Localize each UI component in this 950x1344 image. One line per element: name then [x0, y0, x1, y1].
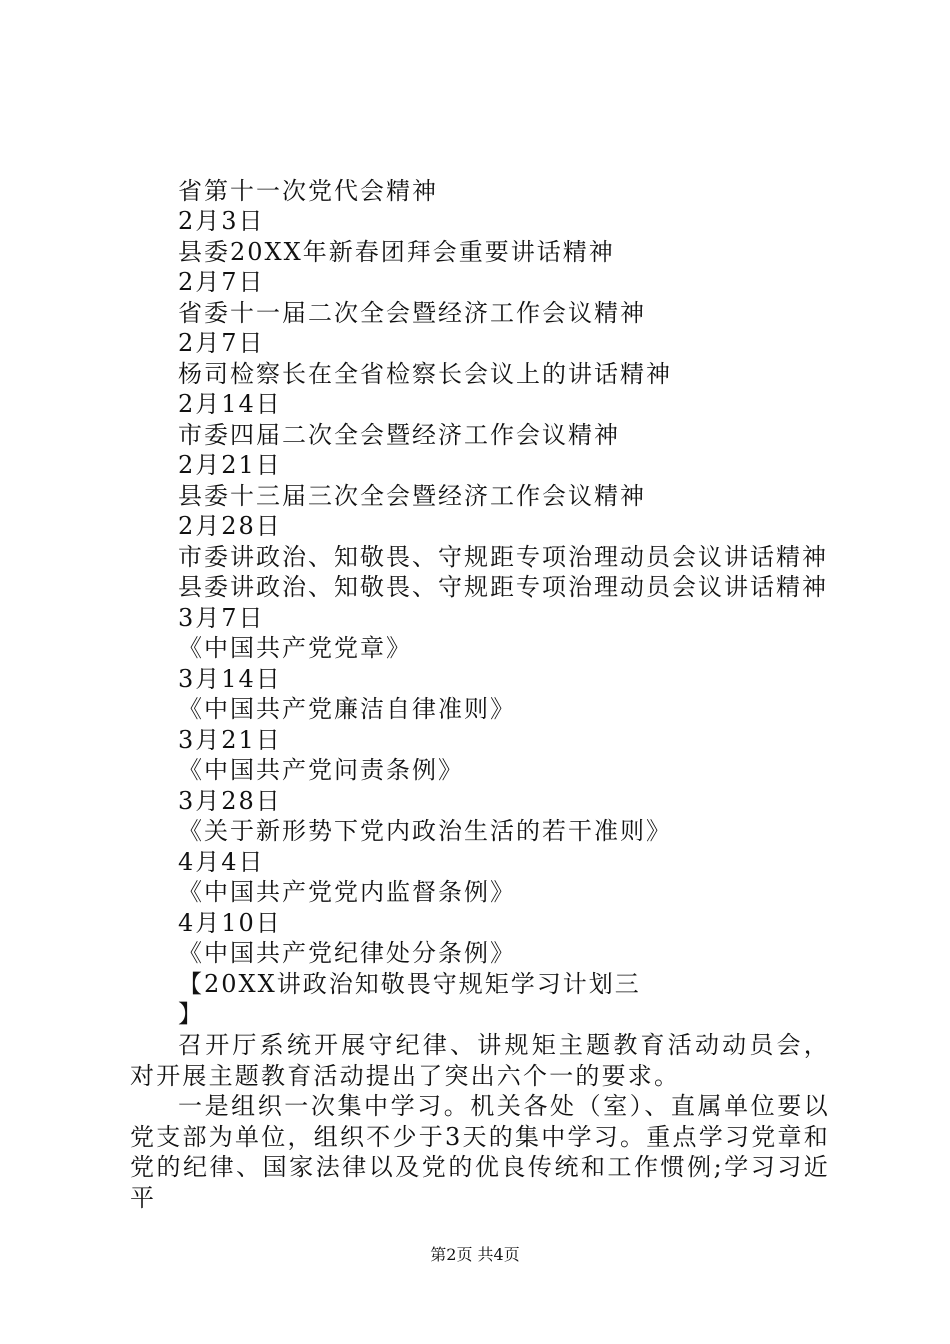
schedule-line: 《中国共产党党章》	[178, 634, 412, 662]
section-heading-close: 】	[178, 1000, 204, 1028]
schedule-line: 2月3日	[178, 207, 265, 235]
schedule-line: 2月7日	[178, 268, 265, 296]
section-heading: 【20XX讲政治知敬畏守规矩学习计划三	[178, 970, 641, 998]
schedule-line: 2月7日	[178, 329, 265, 357]
schedule-line: 2月21日	[178, 451, 282, 479]
schedule-line: 县委讲政治、知敬畏、守规距专项治理动员会议讲话精神	[178, 573, 828, 601]
schedule-line: 市委讲政治、知敬畏、守规距专项治理动员会议讲话精神	[178, 543, 828, 571]
page-number-footer: 第2页 共4页	[430, 1245, 520, 1264]
schedule-line: 2月28日	[178, 512, 282, 540]
schedule-line: 县委十三届三次全会暨经济工作会议精神	[178, 482, 646, 510]
schedule-line: 县委20XX年新春团拜会重要讲话精神	[178, 238, 615, 266]
schedule-line: 市委四届二次全会暨经济工作会议精神	[178, 421, 620, 449]
schedule-line: 3月28日	[178, 787, 282, 815]
schedule-line: 杨司检察长在全省检察长会议上的讲话精神	[178, 360, 672, 388]
schedule-line: 省委十一届二次全会暨经济工作会议精神	[178, 299, 646, 327]
schedule-line: 3月21日	[178, 726, 282, 754]
schedule-line: 省第十一次党代会精神	[178, 177, 438, 205]
schedule-line: 4月10日	[178, 909, 282, 937]
schedule-line: 《中国共产党廉洁自律准则》	[178, 695, 516, 723]
schedule-line: 3月14日	[178, 665, 282, 693]
paragraph: 召开厅系统开展守纪律、讲规矩主题教育活动动员会，对开展主题教育活动提出了突出六个一的要求。	[130, 1031, 830, 1090]
schedule-line: 《关于新形势下党内政治生活的若干准则》	[178, 817, 672, 845]
paragraph: 一是组织一次集中学习。机关各处（室）、直属单位要以党支部为单位，组织不少于3天的集中学习。重点学习党章和党的纪律、国家法律以及党的优良传统和工作惯例;学习习近平	[130, 1092, 830, 1212]
schedule-line: 《中国共产党党内监督条例》	[178, 878, 516, 906]
schedule-line: 《中国共产党问责条例》	[178, 756, 464, 784]
schedule-line: 4月4日	[178, 848, 265, 876]
schedule-line: 《中国共产党纪律处分条例》	[178, 939, 516, 967]
schedule-line: 3月7日	[178, 604, 265, 632]
schedule-line: 2月14日	[178, 390, 282, 418]
